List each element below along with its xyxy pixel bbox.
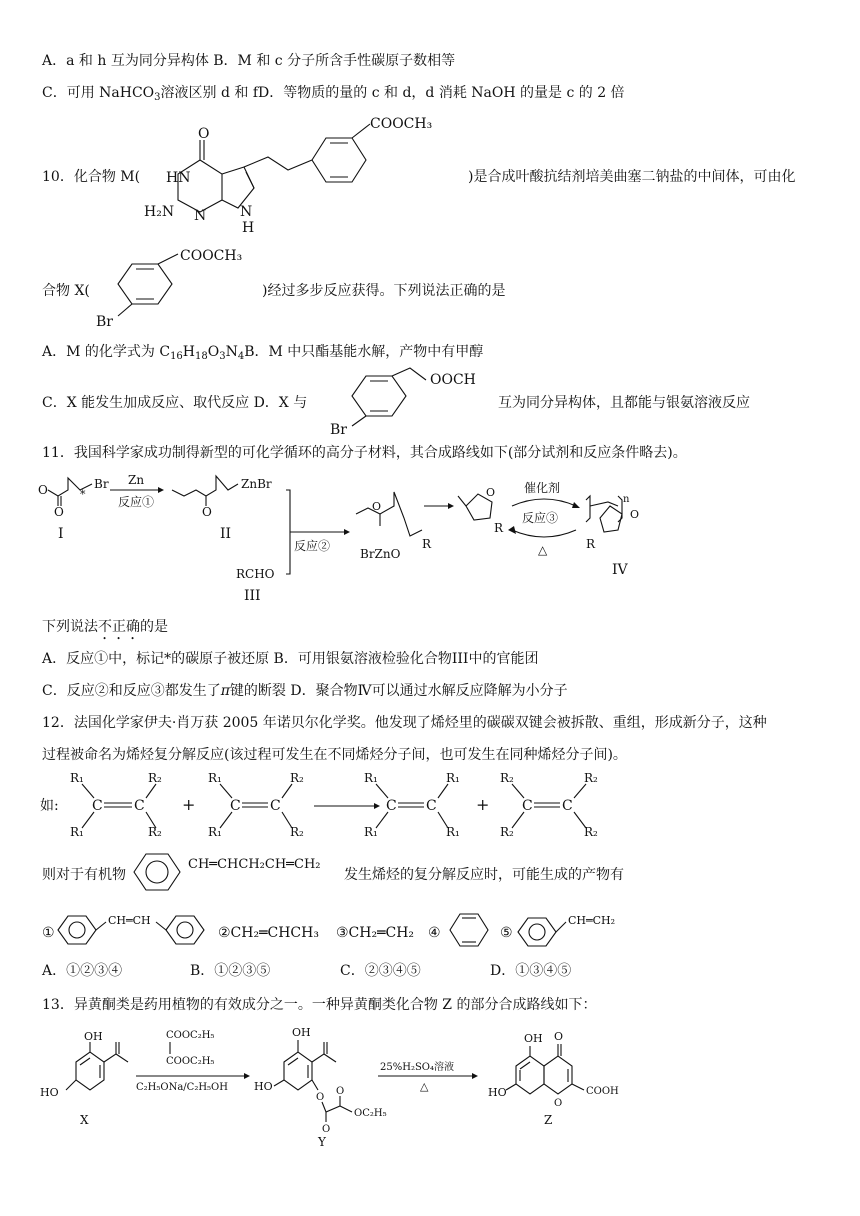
m-hn-label: HN xyxy=(166,170,191,186)
svg-text:COOC₂H₅: COOC₂H₅ xyxy=(166,1056,215,1067)
svg-text:反应②: 反应② xyxy=(294,539,331,553)
q10-stem2-pre: 合物 X( xyxy=(42,283,90,299)
compound-m-structure xyxy=(130,112,470,236)
q13-synthesis-scheme xyxy=(36,1020,636,1150)
svg-text:O: O xyxy=(336,1086,345,1097)
svg-text:反应③: 反应③ xyxy=(522,511,559,525)
q12-product-3: ③CH₂═CH₂ xyxy=(336,925,415,941)
svg-text:HO: HO xyxy=(488,1086,507,1099)
q10-stem-post: )是合成叶酸抗结剂培美曲塞二钠盐的中间体，可由化 xyxy=(468,169,796,185)
q12-line3-chain: CH═CHCH₂CH═CH₂ xyxy=(188,857,321,872)
svg-text:O: O xyxy=(554,1030,564,1043)
svg-text:OC₂H₅: OC₂H₅ xyxy=(354,1108,387,1119)
svg-text:R₂: R₂ xyxy=(584,825,598,839)
svg-text:R₁: R₁ xyxy=(208,771,222,785)
isomer-oocH-label: OOCH xyxy=(430,372,476,388)
m-n-label: N xyxy=(194,208,207,224)
m-cooch3-label: COOCH₃ xyxy=(370,116,433,132)
svg-text:Zn: Zn xyxy=(128,473,145,487)
q11-option-c: C．反应②和反应③都发生了π键的断裂 D．聚合物Ⅳ可以通过水解反应降解为小分子 xyxy=(42,683,568,699)
svg-text:HO: HO xyxy=(40,1086,59,1099)
svg-text:R₁: R₁ xyxy=(364,771,378,785)
q12-product-4-num: ④ xyxy=(428,925,441,941)
svg-text:R₁: R₁ xyxy=(446,771,460,785)
svg-text:C: C xyxy=(562,798,573,814)
svg-text:R: R xyxy=(422,537,432,551)
compound-x-structure xyxy=(96,250,266,330)
q12-product-5-num: ⑤ xyxy=(500,925,513,941)
svg-text:COOC₂H₅: COOC₂H₅ xyxy=(166,1030,215,1041)
svg-text:+: + xyxy=(476,795,490,814)
svg-text:C: C xyxy=(522,798,533,814)
svg-text:O: O xyxy=(316,1092,325,1103)
svg-text:催化剂: 催化剂 xyxy=(524,481,561,495)
q9-option-a: A．a 和 h 互为同分异构体 B．M 和 c 分子所含手性碳原子数相等 xyxy=(42,53,456,69)
q11-option-a: A．反应①中，标记*的碳原子被还原 B．可用银氨溶液检验化合物III中的官能团 xyxy=(42,651,539,667)
svg-text:O: O xyxy=(202,505,212,519)
q10-option-c-post: 互为同分异构体，且都能与银氨溶液反应 xyxy=(498,395,750,411)
svg-text:IV: IV xyxy=(612,562,628,578)
svg-text:R: R xyxy=(494,521,504,535)
svg-text:R₁: R₁ xyxy=(446,825,460,839)
q12-product-4-structure xyxy=(446,910,492,954)
svg-text:O: O xyxy=(372,500,382,513)
svg-text:R₂: R₂ xyxy=(500,771,514,785)
svg-text:如:: 如: xyxy=(40,798,59,814)
svg-text:ZnBr: ZnBr xyxy=(241,477,272,491)
svg-text:n: n xyxy=(623,494,630,505)
svg-text:BrZnO: BrZnO xyxy=(360,547,401,561)
svg-text:R₂: R₂ xyxy=(290,771,304,785)
svg-text:△: △ xyxy=(538,543,548,557)
svg-text:OH: OH xyxy=(524,1032,543,1045)
m-h-label: H xyxy=(242,220,255,236)
svg-text:+: + xyxy=(182,795,196,814)
q11-question: 下列说法不正确的是 xyxy=(42,619,168,635)
x-cooch3-label: COOCH₃ xyxy=(180,248,243,264)
q12-product-1-num: ① xyxy=(42,925,55,941)
svg-text:C: C xyxy=(270,798,281,814)
svg-text:C: C xyxy=(92,798,103,814)
m-h2n-label: H₂N xyxy=(144,204,175,220)
q12-substrate-benzene xyxy=(130,848,190,898)
svg-text:R₂: R₂ xyxy=(500,825,514,839)
svg-text:R₂: R₂ xyxy=(584,771,598,785)
svg-text:HO: HO xyxy=(254,1080,273,1093)
svg-text:R₁: R₁ xyxy=(70,825,84,839)
svg-text:O: O xyxy=(554,1098,563,1109)
svg-text:O: O xyxy=(54,505,64,519)
q12-line3-post: 发生烯烃的复分解反应时，可能生成的产物有 xyxy=(344,867,624,883)
svg-text:III: III xyxy=(244,588,261,604)
svg-text:CH═CH₂: CH═CH₂ xyxy=(568,914,616,927)
q12-choice-c: C．②③④⑤ xyxy=(340,963,421,979)
svg-text:X: X xyxy=(80,1113,89,1127)
q10-stem-pre: 10．化合物 M( xyxy=(42,169,141,185)
q9-option-c: C．可用 NaHCO$_3$溶液区别 d 和 fD．等物质的量的 c 和 d，d 消耗 NaOH 的量是 c 的 2 倍 xyxy=(42,85,625,103)
svg-text:R₁: R₁ xyxy=(70,771,84,785)
svg-text:O: O xyxy=(630,508,640,521)
isomer-br-label: Br xyxy=(330,422,347,438)
svg-text:△: △ xyxy=(420,1080,429,1093)
svg-text:R₂: R₂ xyxy=(290,825,304,839)
svg-text:O: O xyxy=(486,486,496,499)
q11-synthesis-scheme xyxy=(38,466,678,606)
svg-text:R: R xyxy=(586,537,596,551)
q13-stem: 13．异黄酮类是药用植物的有效成分之一。一种异黄酮类化合物 Z 的部分合成路线如下： xyxy=(42,997,597,1013)
svg-text:OH: OH xyxy=(84,1030,103,1043)
q10-option-a: A．M 的化学式为 $C_{16}H_{18}O_3N_4B$．M 中只酯基能水解，产物中有甲醇 xyxy=(42,344,484,362)
svg-text:R₁: R₁ xyxy=(364,825,378,839)
svg-text:C₂H₅ONa/C₂H₅OH: C₂H₅ONa/C₂H₅OH xyxy=(136,1082,228,1093)
svg-text:R₁: R₁ xyxy=(208,825,222,839)
q12-metathesis-example xyxy=(40,770,660,844)
svg-text:25%H₂SO₄溶液: 25%H₂SO₄溶液 xyxy=(380,1062,455,1073)
svg-text:R₂: R₂ xyxy=(148,771,162,785)
svg-text:Z: Z xyxy=(544,1113,553,1127)
svg-text:C: C xyxy=(386,798,397,814)
q12-stem-line1: 12．法国化学家伊夫·肖万获 2005 年诺贝尔化学奖。他发现了烯烃里的碳碳双键会被拆散、重组，形成新分子，这种 xyxy=(42,715,767,731)
svg-text:反应①: 反应① xyxy=(118,495,155,509)
q10-stem2-post: )经过多步反应获得。下列说法正确的是 xyxy=(262,283,506,299)
m-o-label: O xyxy=(198,126,210,142)
svg-text:I: I xyxy=(58,526,64,542)
q12-product-2: ②CH₂═CHCH₃ xyxy=(218,925,319,941)
q12-stem-line2: 过程被命名为烯烃复分解反应(该过程可发生在不同烯烃分子间，也可发生在同种烯烃分子间)。 xyxy=(42,747,627,763)
svg-text:RCHO: RCHO xyxy=(236,567,275,581)
q12-choice-d: D．①③④⑤ xyxy=(490,963,572,979)
m-nh-n-label: N xyxy=(240,204,253,220)
svg-text:*: * xyxy=(80,488,86,501)
q12-choice-b: B．①②③⑤ xyxy=(190,963,271,979)
q12-choice-a: A．①②③④ xyxy=(42,963,123,979)
q12-product-1-structure xyxy=(56,910,216,954)
svg-text:Y: Y xyxy=(318,1135,326,1149)
svg-text:O: O xyxy=(322,1124,331,1135)
q10-option-c-pre: C．X 能发生加成反应、取代反应 D．X 与 xyxy=(42,395,308,411)
q11-stem: 11．我国科学家成功制得新型的可化学循环的高分子材料，其合成路线如下(部分试剂和反应条件略去)。 xyxy=(42,445,687,461)
q12-line3-pre: 则对于有机物 xyxy=(42,867,126,883)
svg-text:COOH: COOH xyxy=(586,1086,619,1097)
svg-text:C: C xyxy=(134,798,145,814)
svg-text:O: O xyxy=(38,483,48,497)
svg-text:C: C xyxy=(426,798,437,814)
q12-product-5-structure xyxy=(516,910,636,954)
svg-text:OH: OH xyxy=(292,1026,311,1039)
svg-text:II: II xyxy=(220,526,232,542)
svg-text:Br: Br xyxy=(94,477,109,491)
svg-text:R₂: R₂ xyxy=(148,825,162,839)
compound-isomer-structure xyxy=(330,366,500,438)
svg-text:C: C xyxy=(230,798,241,814)
x-br-label: Br xyxy=(96,314,113,330)
svg-text:CH═CH: CH═CH xyxy=(108,914,151,927)
